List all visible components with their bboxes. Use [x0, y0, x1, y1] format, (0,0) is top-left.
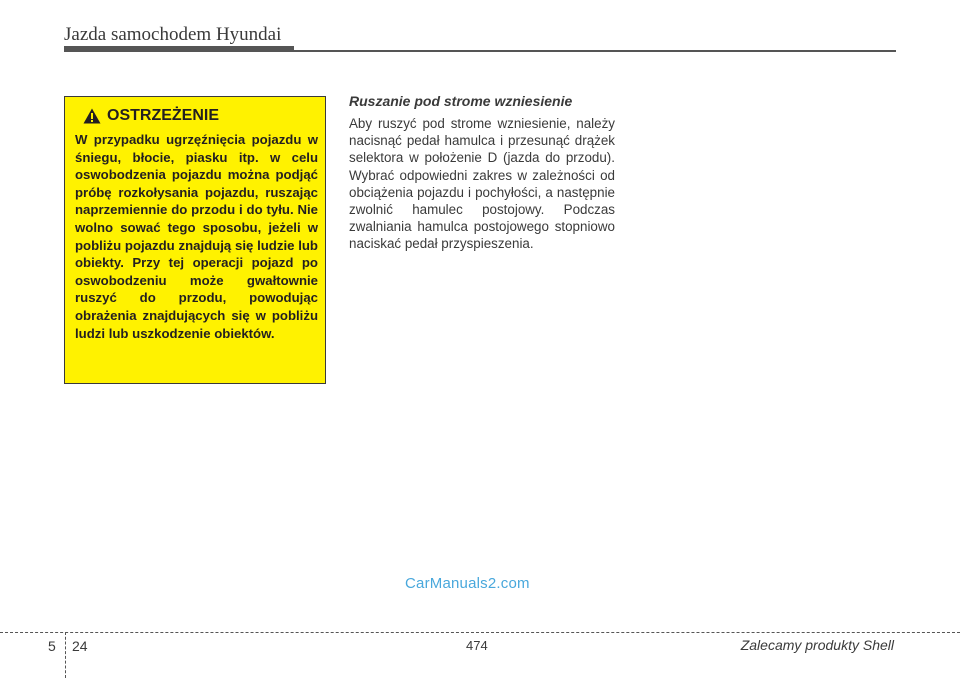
- footer-page-number: 24: [72, 638, 88, 654]
- header-rule-thick: [64, 46, 294, 52]
- warning-header: [75, 107, 318, 125]
- header-title: Jazda samochodem Hyundai: [64, 24, 282, 45]
- warning-title: OSTRZEŻENIE: [107, 107, 220, 124]
- footer-sponsor-text: Zalecamy produkty Shell: [740, 637, 894, 653]
- warning-triangle-icon: [83, 108, 101, 124]
- header-rule-thin: [294, 50, 896, 52]
- footer-divider: [0, 632, 960, 633]
- warning-box: [64, 96, 326, 384]
- warning-text: W przypadku ugrzęźnięcia pojazdu w śniegu, błocie, piasku itp. w celu oswobodzenia pojazdu można podjąć próbę rozkołysania pojazdu, ruszając naprzemiennie do przodu i do tyłu. Nie wolno sować tego sposobu, jeżeli w pobliżu pojazdu znajdują się ludzie lub obiekty. Przy tej operacji pojazd po oswobodzeniu może gwałtownie ruszyć do przodu, powodując obrażenia znajdujących się w pobliżu ludzi lub uszkodzenie obiektów.: [75, 132, 318, 341]
- footer-chapter-number: 5: [48, 638, 56, 654]
- section-title: Ruszanie pod strome wzniesienie: [349, 93, 573, 109]
- footer-vertical-divider: [65, 632, 66, 678]
- footer-pdf-page-number: 474: [466, 638, 488, 653]
- section-body-text: Aby ruszyć pod strome wzniesienie, należy nacisnąć pedał hamulca i przesunąć drążek selektora w położenie D (jazda do przodu). Wybrać odpowiedni zakres w zależności od obciążenia pojazdu i pochyłości, a następnie zwolnić hamulec postojowy. Podczas zwalniania hamulca postojowego stopniowo naciskać pedał przyspieszenia.: [349, 116, 615, 252]
- watermark-link[interactable]: CarManuals2.com: [405, 575, 530, 592]
